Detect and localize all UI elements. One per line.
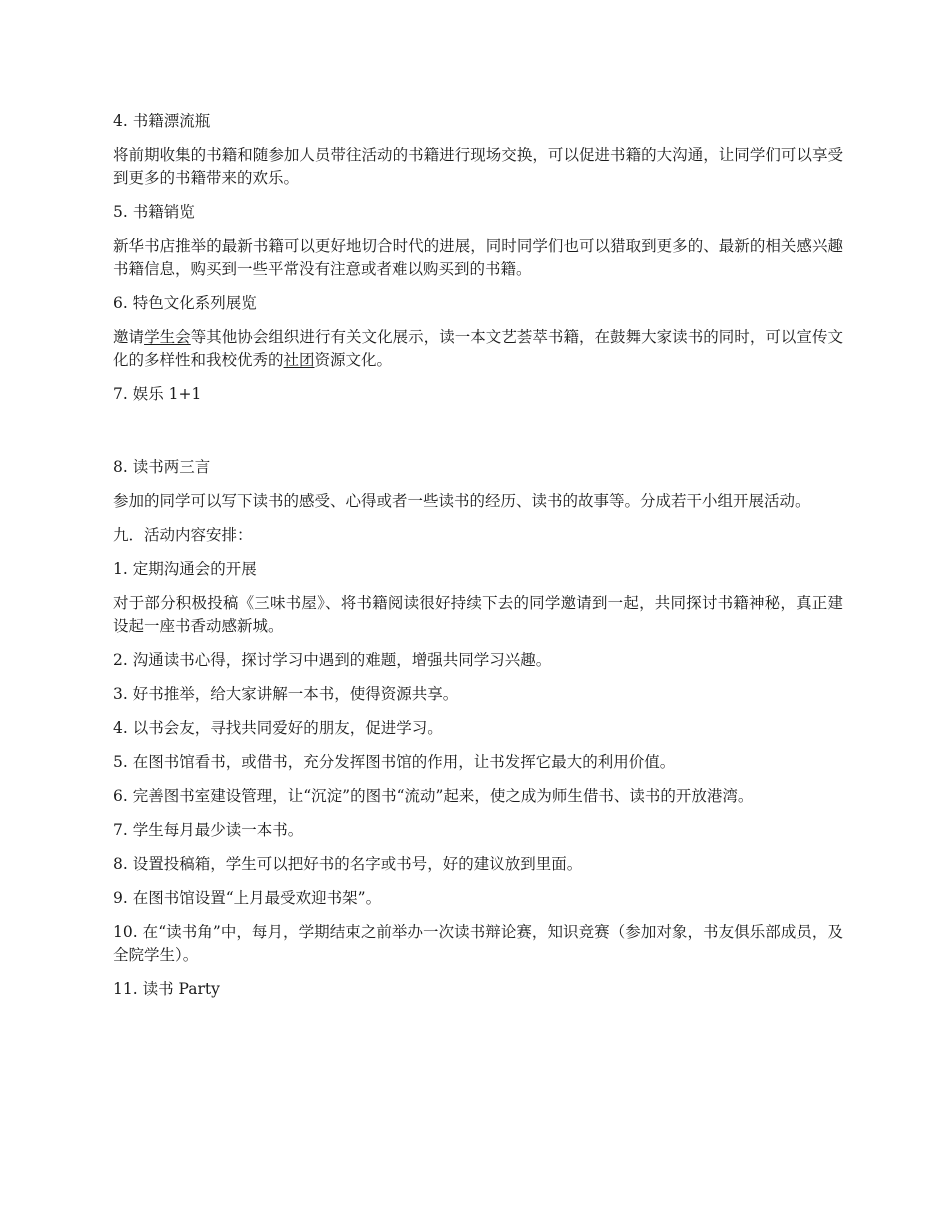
link-student-union[interactable]: 学生会 (144, 328, 191, 346)
list-item-6: 6. 完善图书室建设管理，让“沉淀”的图书“流动”起来，使之成为师生借书、读书的开放港湾。 (113, 787, 754, 805)
heading-book-sale: 5. 书籍销览 (113, 203, 195, 221)
paragraph-culture-exhibition (113, 326, 843, 372)
link-club[interactable]: 社团 (283, 351, 315, 369)
list-item-2: 2. 沟通读书心得，探讨学习中遇到的难题，增强共同学习兴趣。 (113, 651, 552, 669)
paragraph-book-drift-bottle: 将前期收集的书籍和随参加人员带往活动的书籍进行现场交换，可以促进书籍的大沟通，让同学们可以享受到更多的书籍带来的欢乐。 (113, 146, 843, 187)
heading-entertainment: 7. 娱乐 1+1 (113, 385, 202, 403)
heading-book-drift-bottle: 4. 书籍漂流瓶 (113, 112, 211, 130)
list-item-7: 7. 学生每月最少读一本书。 (113, 821, 304, 839)
paragraph-list-item-1: 对于部分积极投稿《三味书屋》、将书籍阅读很好持续下去的同学邀请到一起，共同探讨书籍神秘，真正建设起一座书香动感新城。 (113, 594, 843, 635)
list-item-9: 9. 在图书馆设置“上月最受欢迎书架”。 (113, 889, 382, 907)
text-segment: 资源文化。 (314, 351, 393, 369)
document-page (113, 110, 843, 1012)
heading-reading-notes: 8. 读书两三言 (113, 458, 211, 476)
paragraph-reading-notes: 参加的同学可以写下读书的感受、心得或者一些读书的经历、读书的故事等。分成若干小组开展活动。 (113, 492, 811, 510)
heading-culture-exhibition: 6. 特色文化系列展览 (113, 294, 257, 312)
list-item-3: 3. 好书推举，给大家讲解一本书，使得资源共享。 (113, 685, 459, 703)
text-segment: 邀请 (113, 328, 145, 346)
blank-gap (113, 417, 843, 456)
list-item-1: 1. 定期沟通会的开展 (113, 560, 257, 578)
list-item-5: 5. 在图书馆看书，或借书，充分发挥图书馆的作用，让书发挥它最大的利用价值。 (113, 753, 676, 771)
text-segment: 等其他协会组织进行有关文化展示，读一本文艺荟萃书籍，在鼓舞大家读书的同时，可以宣传文化的多样性和我校优秀的 (113, 328, 843, 369)
list-item-10: 10. 在“读书角”中，每月，学期结束之前举办一次读书辩论赛，知识竞赛（参加对象，书友俱乐部成员，及全院学生）。 (113, 923, 843, 964)
list-item-8: 8. 设置投稿箱，学生可以把好书的名字或书号，好的建议放到里面。 (113, 855, 583, 873)
paragraph-book-sale: 新华书店推举的最新书籍可以更好地切合时代的进展，同时同学们也可以猎取到更多的、最新的相关感兴趣书籍信息，购买到一些平常没有注意或者难以购买到的书籍。 (113, 237, 843, 278)
list-item-11: 11. 读书 Party (113, 980, 220, 998)
list-item-4: 4. 以书会友，寻找共同爱好的朋友，促进学习。 (113, 719, 443, 737)
heading-activity-arrangement: 九．活动内容安排： (113, 526, 253, 544)
